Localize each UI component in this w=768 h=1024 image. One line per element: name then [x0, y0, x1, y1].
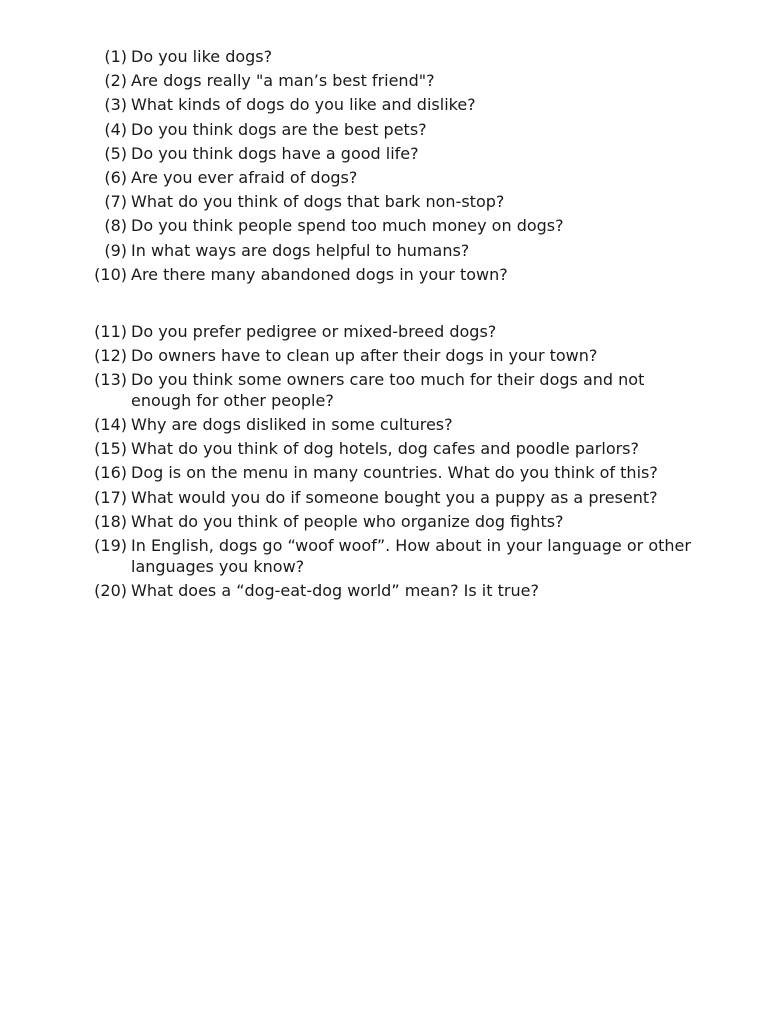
question-item	[92, 192, 692, 213]
question-text: What do you think of dogs that bark non-stop?	[131, 192, 505, 212]
question-number: (20)	[94, 580, 127, 600]
question-number: (16)	[94, 463, 127, 483]
question-number: (9)	[104, 240, 127, 260]
question-item	[92, 415, 692, 436]
question-number: (12)	[94, 346, 127, 366]
question-item	[92, 216, 692, 237]
question-text: In English, dogs go “woof woof”. How about in your language or other languages you know?	[131, 536, 691, 576]
question-text: Do you think some owners care too much for their dogs and not enough for other people?	[131, 370, 645, 410]
question-text: In what ways are dogs helpful to humans?	[131, 240, 470, 260]
question-number: (5)	[104, 143, 127, 163]
question-item	[92, 144, 692, 165]
question-number: (2)	[104, 71, 127, 91]
question-text: Are dogs really "a man’s best friend"?	[131, 71, 435, 91]
question-number: (19)	[94, 536, 127, 555]
question-text: Do you prefer pedigree or mixed-breed dogs?	[131, 322, 497, 341]
question-number: (18)	[94, 511, 127, 531]
question-item	[92, 322, 692, 343]
question-number: (17)	[94, 487, 127, 507]
question-text: Are there many abandoned dogs in your town?	[131, 264, 508, 284]
question-number: (4)	[104, 119, 127, 139]
question-item	[92, 95, 692, 116]
question-number: (15)	[94, 439, 127, 459]
question-text: Are you ever afraid of dogs?	[131, 167, 358, 187]
question-item	[92, 265, 692, 286]
question-item	[92, 581, 692, 602]
question-text: What do you think of dog hotels, dog cafes and poodle parlors?	[131, 439, 640, 459]
question-text: Do you think people spend too much money on dogs?	[131, 216, 564, 236]
question-number: (11)	[94, 322, 127, 341]
question-number: (3)	[104, 95, 127, 115]
question-number: (7)	[104, 192, 127, 212]
question-text: What do you think of people who organize dog fights?	[131, 511, 564, 531]
question-text: Do you like dogs?	[131, 47, 273, 66]
question-list-part-two	[92, 322, 692, 605]
question-number: (13)	[94, 370, 127, 390]
question-list-part-one	[92, 47, 692, 289]
question-text: Do you think dogs have a good life?	[131, 143, 419, 163]
question-item	[92, 463, 692, 484]
question-number: (10)	[94, 264, 127, 284]
question-item	[92, 71, 692, 92]
question-text: Do you think dogs are the best pets?	[131, 119, 427, 139]
question-number: (8)	[104, 216, 127, 236]
question-text: What would you do if someone bought you a puppy as a present?	[131, 487, 658, 507]
question-text: Do owners have to clean up after their dogs in your town?	[131, 346, 598, 366]
question-text: Dog is on the menu in many countries. What do you think of this?	[131, 463, 658, 483]
question-item	[92, 47, 692, 68]
question-number: (14)	[94, 415, 127, 435]
question-item	[92, 370, 692, 411]
question-item	[92, 120, 692, 141]
question-item	[92, 488, 692, 509]
question-number: (1)	[104, 47, 127, 66]
question-item	[92, 512, 692, 533]
question-text: What does a “dog-eat-dog world” mean? Is it true?	[131, 580, 539, 600]
question-item	[92, 536, 692, 577]
question-item	[92, 168, 692, 189]
question-item	[92, 439, 692, 460]
question-text: What kinds of dogs do you like and dislike?	[131, 95, 476, 115]
question-item	[92, 241, 692, 262]
question-text: Why are dogs disliked in some cultures?	[131, 415, 453, 435]
question-item	[92, 346, 692, 367]
question-number: (6)	[104, 167, 127, 187]
